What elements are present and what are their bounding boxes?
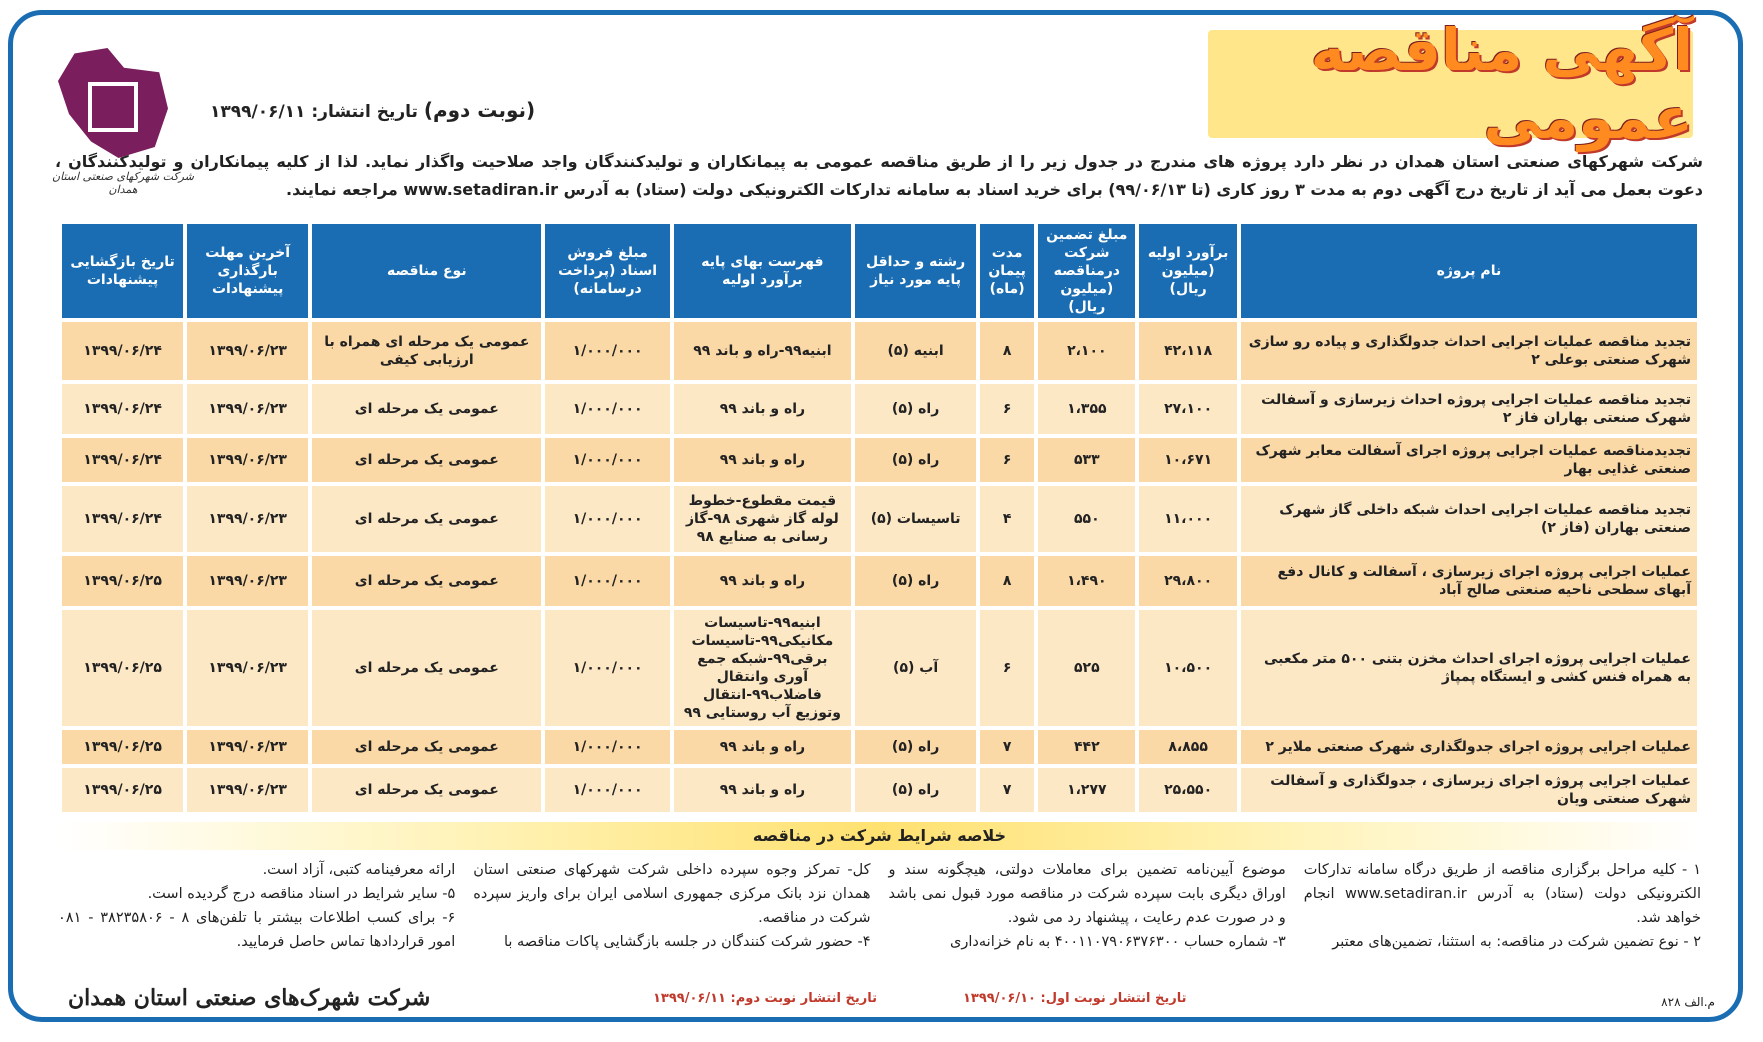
col-header-opening: تاریخ بازگشایی پیشنهادات bbox=[62, 224, 183, 318]
cell-type: عمومی یک مرحله ای bbox=[312, 556, 541, 606]
publish-date: تاریخ انتشار: ۱۳۹۹/۰۶/۱۱ bbox=[210, 102, 418, 122]
cell-name: عملیات اجرایی پروژه اجرای زیرسازی ، آسفالت و کانال دفع آبهای سطحی ناحیه صنعتی صالح آباد bbox=[1241, 556, 1697, 606]
cell-estimate: ۱۰،۶۷۱ bbox=[1139, 438, 1236, 482]
cell-doc-price: ۱/۰۰۰/۰۰۰ bbox=[545, 322, 669, 380]
table-row bbox=[62, 438, 1697, 482]
cell-duration: ۸ bbox=[980, 322, 1034, 380]
issue-label: (نوبت دوم) bbox=[423, 98, 536, 122]
cell-deadline: ۱۳۹۹/۰۶/۲۳ bbox=[187, 730, 308, 764]
table-row bbox=[62, 556, 1697, 606]
cell-pricelist: راه و باند ۹۹ bbox=[674, 768, 851, 812]
cell-opening: ۱۳۹۹/۰۶/۲۴ bbox=[62, 322, 183, 380]
intro-text: شرکت شهرکهای صنعتی استان همدان در نظر دارد پروژه های مندرج در جدول زیر را از طریق مناقصه عمومی به پیمانکاران و تولیدکنندگان واجد صلاحیت واگذار نماید. لذا از کلیه پیمانکاران و تولیدکنندگان ، دعوت بعمل می آید از تاریخ درج آگهی دوم به مدت ۳ روز کاری (تا ۹۹/۰۶/۱۳) برای خرید اسناد به سامانه تدارکات الکترونیکی دولت (ستاد) به آدرس www.setadiran.ir مراجعه نمایند. bbox=[55, 152, 1703, 199]
cell-doc-price: ۱/۰۰۰/۰۰۰ bbox=[545, 730, 669, 764]
cell-field: راه (۵) bbox=[855, 438, 976, 482]
table-row bbox=[62, 610, 1697, 726]
table-row bbox=[62, 384, 1697, 434]
table-row bbox=[62, 768, 1697, 812]
cell-duration: ۶ bbox=[980, 384, 1034, 434]
cell-field: راه (۵) bbox=[855, 768, 976, 812]
cell-pricelist: ابنیه۹۹-راه و باند ۹۹ bbox=[674, 322, 851, 380]
cell-opening: ۱۳۹۹/۰۶/۲۵ bbox=[62, 730, 183, 764]
cell-estimate: ۲۵،۵۵۰ bbox=[1139, 768, 1236, 812]
tender-table bbox=[58, 220, 1701, 816]
footer-company: شرکت شهرک‌های صنعتی استان همدان bbox=[68, 985, 431, 1011]
conditions-col-4 bbox=[58, 858, 455, 954]
cell-field: ابنیه (۵) bbox=[855, 322, 976, 380]
cell-type: عمومی یک مرحله ای همراه با ارزیابی کیفی bbox=[312, 322, 541, 380]
cell-field: تاسیسات (۵) bbox=[855, 486, 976, 552]
cell-name: تجدید مناقصه عملیات اجرایی احداث شبکه داخلی گاز شهرک صنعتی بهاران (فاز ۲) bbox=[1241, 486, 1697, 552]
cell-field: راه (۵) bbox=[855, 730, 976, 764]
cell-deadline: ۱۳۹۹/۰۶/۲۳ bbox=[187, 556, 308, 606]
cell-duration: ۶ bbox=[980, 610, 1034, 726]
cell-field: راه (۵) bbox=[855, 384, 976, 434]
cell-deadline: ۱۳۹۹/۰۶/۲۳ bbox=[187, 768, 308, 812]
cell-doc-price: ۱/۰۰۰/۰۰۰ bbox=[545, 610, 669, 726]
cell-field: راه (۵) bbox=[855, 556, 976, 606]
col-header-pricelist: فهرست بهای پایه برآورد اولیه bbox=[674, 224, 851, 318]
table-row bbox=[62, 486, 1697, 552]
cell-name: تجدید مناقصه عملیات اجرایی پروژه احداث زیرسازی و آسفالت شهرک صنعتی بهاران فاز ۲ bbox=[1241, 384, 1697, 434]
table-header-row bbox=[62, 224, 1697, 318]
cell-opening: ۱۳۹۹/۰۶/۲۵ bbox=[62, 768, 183, 812]
cell-type: عمومی یک مرحله ای bbox=[312, 438, 541, 482]
conditions-col-3 bbox=[473, 858, 870, 954]
cell-duration: ۷ bbox=[980, 768, 1034, 812]
conditions-col-2 bbox=[889, 858, 1286, 954]
cell-name: عملیات اجرایی پروژه اجرای احداث مخزن بتنی ۵۰۰ متر مکعبی به همراه فنس کشی و ایستگاه پمپاژ bbox=[1241, 610, 1697, 726]
conditions-col-1 bbox=[1304, 858, 1701, 954]
cell-deadline: ۱۳۹۹/۰۶/۲۳ bbox=[187, 322, 308, 380]
cell-pricelist: قیمت مقطوع-خطوط لوله گاز شهری ۹۸-گاز رسانی به صنایع ۹۸ bbox=[674, 486, 851, 552]
col-header-name: نام پروژه bbox=[1241, 224, 1697, 318]
cell-opening: ۱۳۹۹/۰۶/۲۴ bbox=[62, 438, 183, 482]
condition-item: ۴- حضور شرکت کنندگان در جلسه بازگشایی پاکات مناقصه با bbox=[503, 934, 871, 950]
cell-deadline: ۱۳۹۹/۰۶/۲۳ bbox=[187, 384, 308, 434]
condition-item: کل- تمرکز وجوه سپرده داخلی شرکت شهرکهای صنعتی استان همدان نزد بانک مرکزی جمهوری اسلامی ایران برای واریز سپرده شرکت در مناقصه. bbox=[473, 862, 871, 926]
footer-pub-second: تاریخ انتشار نوبت دوم: ۱۳۹۹/۰۶/۱۱ bbox=[653, 991, 877, 1006]
logo-caption: شرکت شهرکهای صنعتی استان همدان bbox=[52, 170, 194, 196]
table-row bbox=[62, 730, 1697, 764]
issue-line bbox=[210, 98, 535, 122]
cell-opening: ۱۳۹۹/۰۶/۲۵ bbox=[62, 556, 183, 606]
cell-doc-price: ۱/۰۰۰/۰۰۰ bbox=[545, 384, 669, 434]
cell-doc-price: ۱/۰۰۰/۰۰۰ bbox=[545, 486, 669, 552]
cell-doc-price: ۱/۰۰۰/۰۰۰ bbox=[545, 438, 669, 482]
cell-opening: ۱۳۹۹/۰۶/۲۴ bbox=[62, 384, 183, 434]
table-row bbox=[62, 322, 1697, 380]
cell-name: تجدید مناقصه عملیات اجرایی احداث جدولگذاری و پیاده رو سازی شهرک صنعتی بوعلی ۲ bbox=[1241, 322, 1697, 380]
cell-type: عمومی یک مرحله ای bbox=[312, 730, 541, 764]
cell-guarantee: ۵۵۰ bbox=[1038, 486, 1135, 552]
cell-guarantee: ۱،۳۵۵ bbox=[1038, 384, 1135, 434]
cell-guarantee: ۱،۴۹۰ bbox=[1038, 556, 1135, 606]
condition-item: ارائه معرفینامه کتبی، آزاد است. bbox=[262, 862, 456, 878]
condition-item: ۶- برای کسب اطلاعات بیشتر با تلفن‌های ۸ - ۳۸۲۳۵۸۰۶ - ۰۸۱ امور قراردادها تماس حاصل فرمایید. bbox=[58, 910, 456, 950]
cell-duration: ۸ bbox=[980, 556, 1034, 606]
cell-deadline: ۱۳۹۹/۰۶/۲۳ bbox=[187, 438, 308, 482]
col-header-guarantee: مبلغ تضمین شرکت درمناقصه (میلیون ریال) bbox=[1038, 224, 1135, 318]
conditions-title: خلاصه شرایط شرکت در مناقصه bbox=[58, 822, 1701, 850]
conditions-block bbox=[58, 858, 1701, 954]
col-header-type: نوع مناقصه bbox=[312, 224, 541, 318]
cell-estimate: ۲۹،۸۰۰ bbox=[1139, 556, 1236, 606]
cell-opening: ۱۳۹۹/۰۶/۲۵ bbox=[62, 610, 183, 726]
cell-name: عملیات اجرایی پروژه اجرای جدولگذاری شهرک صنعتی ملایر ۲ bbox=[1241, 730, 1697, 764]
col-header-duration: مدت پیمان (ماه) bbox=[980, 224, 1034, 318]
cell-pricelist: ابنیه۹۹-تاسیسات مکانیکی۹۹-تاسیسات برقی۹۹-شبکه جمع آوری وانتقال فاضلاب۹۹-انتقال وتوزیع آب روستایی ۹۹ bbox=[674, 610, 851, 726]
factory-icon bbox=[88, 82, 138, 132]
cell-estimate: ۱۰،۵۰۰ bbox=[1139, 610, 1236, 726]
cell-name: عملیات اجرایی پروژه اجرای زیرسازی ، جدولگذاری و آسفالت شهرک صنعتی ویان bbox=[1241, 768, 1697, 812]
cell-pricelist: راه و باند ۹۹ bbox=[674, 384, 851, 434]
cell-deadline: ۱۳۹۹/۰۶/۲۳ bbox=[187, 486, 308, 552]
cell-pricelist: راه و باند ۹۹ bbox=[674, 556, 851, 606]
cell-deadline: ۱۳۹۹/۰۶/۲۳ bbox=[187, 610, 308, 726]
cell-pricelist: راه و باند ۹۹ bbox=[674, 438, 851, 482]
cell-type: عمومی یک مرحله ای bbox=[312, 384, 541, 434]
cell-estimate: ۲۷،۱۰۰ bbox=[1139, 384, 1236, 434]
cell-guarantee: ۵۲۵ bbox=[1038, 610, 1135, 726]
condition-item: ۵- سایر شرایط در اسناد مناقصه درج گردیده است. bbox=[147, 886, 456, 902]
cell-name: تجدیدمناقصه عملیات اجرایی پروژه اجرای آسفالت معابر شهرک صنعتی غذایی بهار bbox=[1241, 438, 1697, 482]
cell-guarantee: ۱،۲۷۷ bbox=[1038, 768, 1135, 812]
ad-title-banner bbox=[1208, 16, 1693, 152]
cell-guarantee: ۵۳۳ bbox=[1038, 438, 1135, 482]
footer bbox=[58, 985, 1715, 1013]
condition-item: ۱ - کلیه مراحل برگزاری مناقصه از طریق درگاه سامانه تدارکات الکترونیکی دولت (ستاد) به آدرس www.setadiran.ir انجام خواهد شد. bbox=[1303, 862, 1701, 926]
cell-guarantee: ۴۴۲ bbox=[1038, 730, 1135, 764]
cell-duration: ۷ bbox=[980, 730, 1034, 764]
cell-estimate: ۸،۸۵۵ bbox=[1139, 730, 1236, 764]
cell-duration: ۴ bbox=[980, 486, 1034, 552]
col-header-estimate: برآورد اولیه (میلیون ریال) bbox=[1139, 224, 1236, 318]
cell-estimate: ۴۲،۱۱۸ bbox=[1139, 322, 1236, 380]
cell-type: عمومی یک مرحله ای bbox=[312, 610, 541, 726]
col-header-deadline: آخرین مهلت بارگذاری پیشنهادات bbox=[187, 224, 308, 318]
cell-duration: ۶ bbox=[980, 438, 1034, 482]
col-header-field: رشته و حداقل پایه مورد نیاز bbox=[855, 224, 976, 318]
footer-pub-first: تاریخ انتشار نوبت اول: ۱۳۹۹/۰۶/۱۰ bbox=[963, 991, 1187, 1006]
ad-title: آگهی مناقصه عمومی bbox=[1310, 16, 1693, 152]
condition-item: ۲ - نوع تضمین شرکت در مناقصه: به استثنا، تضمین‌های معتبر bbox=[1332, 934, 1701, 950]
cell-type: عمومی یک مرحله ای bbox=[312, 768, 541, 812]
cell-estimate: ۱۱،۰۰۰ bbox=[1139, 486, 1236, 552]
cell-guarantee: ۲،۱۰۰ bbox=[1038, 322, 1135, 380]
cell-opening: ۱۳۹۹/۰۶/۲۴ bbox=[62, 486, 183, 552]
cell-doc-price: ۱/۰۰۰/۰۰۰ bbox=[545, 768, 669, 812]
condition-item: ۳- شماره حساب ۴۰۰۱۱۰۷۹۰۶۳۷۶۳۰۰ به نام خزانه‌داری bbox=[950, 934, 1286, 950]
condition-item: موضوع آیین‌نامه تضمین برای معاملات دولتی، هیچگونه سند و اوراق دیگری بابت سپرده شرکت در مناقصه مورد قبول نمی باشد و در صورت عدم رعایت ، پیشنهاد رد می شود. bbox=[888, 862, 1286, 926]
col-header-doc-price: مبلغ فروش اسناد (پرداخت درسامانه) bbox=[545, 224, 669, 318]
cell-pricelist: راه و باند ۹۹ bbox=[674, 730, 851, 764]
cell-doc-price: ۱/۰۰۰/۰۰۰ bbox=[545, 556, 669, 606]
cell-type: عمومی یک مرحله ای bbox=[312, 486, 541, 552]
cell-field: آب (۵) bbox=[855, 610, 976, 726]
footer-code: م.الف ۸۲۸ bbox=[1661, 995, 1715, 1009]
